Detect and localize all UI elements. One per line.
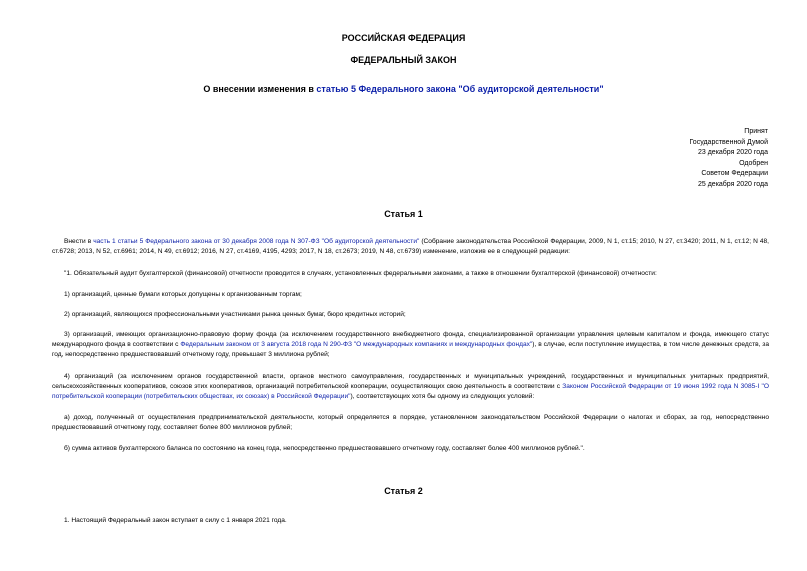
article-1-paragraph: [52, 413, 769, 433]
paragraph-text: 4) организаций (за исключением органов государственной власти, органов местного самоуправления, государственных и муниципальных учреждений, государственных и муниципальных унитарных предприятий, сельскохозяйственных кооперативов, союзов этих кооперативов, организаций потребительской кооперации, осуществляющих свою деятельность в соответствии с: [52, 373, 769, 390]
country-heading: РОССИЙСКАЯ ФЕДЕРАЦИЯ: [341, 33, 466, 43]
paragraph-text: Внести в: [64, 238, 94, 245]
adoption-line: Государственной Думой: [689, 138, 768, 146]
paragraph-text: ), в случае, если поступление имущества, в том числе денежных средств, за год, непосредственно предшествовавший отчетному году, превышает 3 миллиона рублей;: [52, 341, 769, 358]
law-reference-link[interactable]: часть 1 статьи 5 Федерального закона от 30 декабря 2008 года N 307-ФЗ "Об аудиторской деятельности": [93, 238, 420, 245]
law-title-link[interactable]: статью 5 Федерального закона "Об аудиторской деятельности": [316, 84, 604, 94]
paragraph-text: ), соответствующих хотя бы одному из следующих условий:: [350, 393, 535, 400]
article-1-paragraph: [52, 237, 769, 257]
article-1-heading: Статья 1: [384, 209, 423, 219]
article-1-paragraph: [52, 310, 769, 320]
paragraph-text: (Собрание законодательства Российской Федерации, 2009, N 1, ст.15; 2010, N 27, ст.3420; 2011, N 1, ст.12; N 48, ст.6728; 2013, N 52, ст.6961; 2014, N 49, ст.6912; 2016, N 27, ст.4169, 4195, 4293; 2017, N 18, ст.2673; 2019, N 48, ст.6739) изменение, изложив ее в следующей редакции:: [52, 238, 770, 255]
adoption-line: Советом Федерации: [701, 170, 768, 178]
article-1-paragraph: [52, 269, 769, 279]
adoption-line: 23 декабря 2020 года: [697, 149, 768, 157]
law-title-prefix: О внесении изменения в: [203, 84, 317, 94]
article-2-paragraph: [52, 516, 769, 526]
paragraph-text: 3) организаций, имеющих организационно-правовую форму фонда (за исключением государственного внебюджетного фонда, специализированной организации управления целевым капиталом и фонда, имеющего статус международного фонда в соответствии с: [52, 331, 769, 348]
article-1-paragraph: [52, 372, 769, 402]
paragraph-text: б) сумма активов бухгалтерского баланса по состоянию на конец года, непосредственно предшествовавшего отчетному году, составляет более 400 миллионов рублей.".: [64, 445, 585, 452]
law-type-heading: ФЕДЕРАЛЬНЫЙ ЗАКОН: [350, 55, 457, 65]
article-2-heading: Статья 2: [384, 486, 423, 496]
article-1-paragraph: [52, 330, 769, 360]
article-1-paragraph: [52, 444, 769, 454]
paragraph-text: а) доход, полученный от осуществления предпринимательской деятельности, который определяется в порядке, установленном законодательством Российской Федерации о налогах и сборах, за год, непосредственно предшествовавший отчетному году, составляет более 800 миллионов рублей;: [52, 414, 769, 431]
paragraph-text: 1) организаций, ценные бумаги которых допущены к организованным торгам;: [64, 291, 302, 298]
adoption-block: [689, 127, 768, 191]
paragraph-text: 1. Настоящий Федеральный закон вступает в силу с 1 января 2021 года.: [64, 517, 287, 524]
article-1-paragraph: [52, 290, 769, 300]
paragraph-text: 2) организаций, являющихся профессиональными участниками рынка ценных бумаг, бюро кредитных историй;: [64, 311, 406, 318]
adoption-line: Одобрен: [739, 159, 768, 167]
law-reference-link[interactable]: Законом Российской Федерации от 19 июня 1992 года N 3085-I "О потребительской кооперации (потребительских обществах, их союзах) в Российской Федерации": [52, 383, 769, 400]
adoption-line: Принят: [744, 128, 768, 135]
law-title: [0, 84, 807, 94]
paragraph-text: "1. Обязательный аудит бухгалтерской (финансовой) отчетности проводится в случаях, установленных федеральными законами, а также в отношении бухгалтерской (финансовой) отчетности:: [64, 270, 657, 277]
law-reference-link[interactable]: Федеральным законом от 3 августа 2018 года N 290-ФЗ "О международных компаниях и международных фондах": [180, 341, 533, 348]
adoption-line: 25 декабря 2020 года: [697, 180, 768, 188]
